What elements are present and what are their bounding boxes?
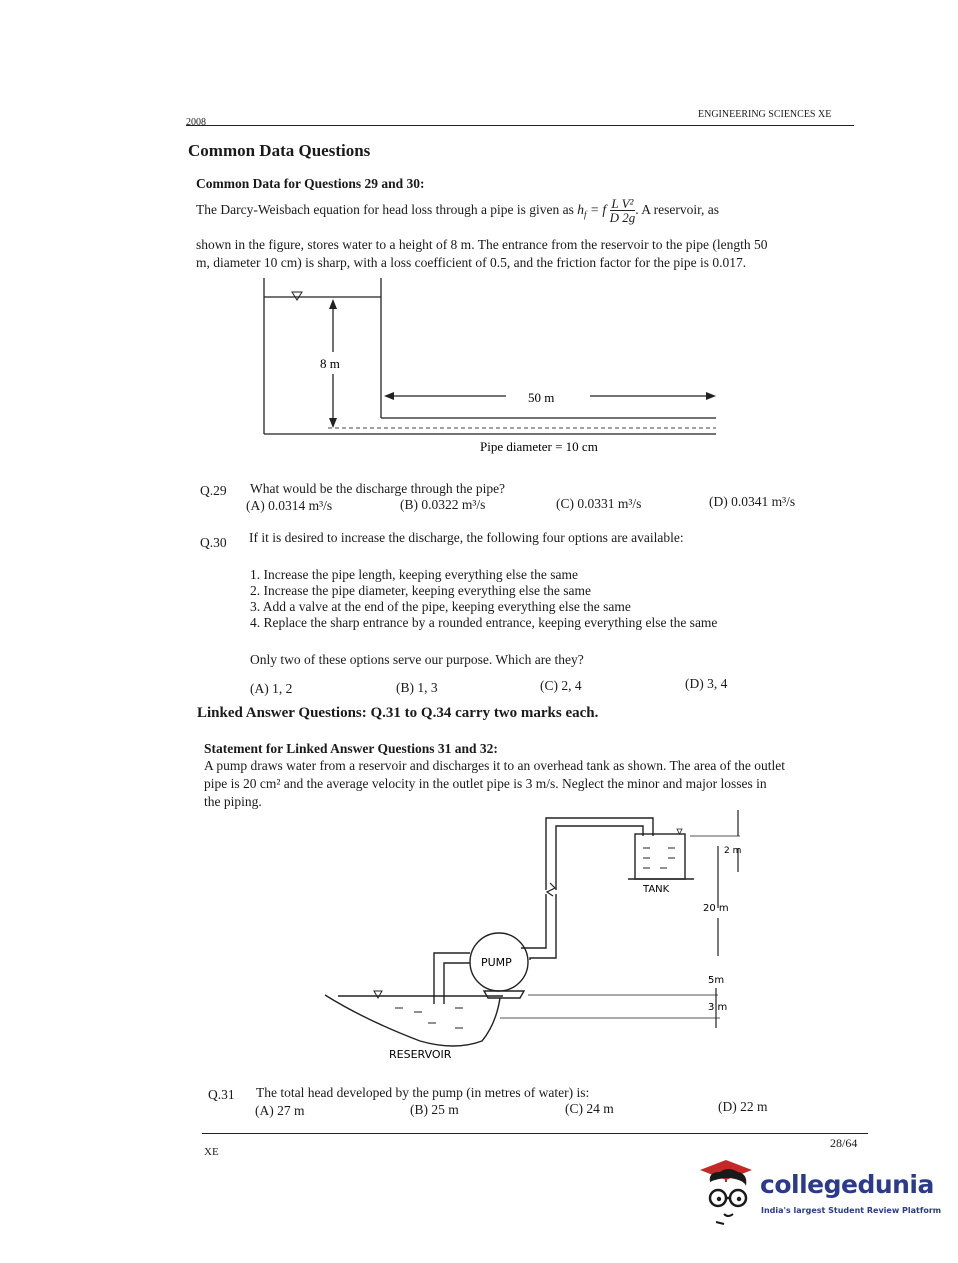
- pump-label: PUMP: [481, 956, 512, 969]
- length-arrowhead-left: [384, 392, 394, 400]
- header-rule: [186, 125, 854, 126]
- q30-item-3: 3. Add a valve at the end of the pipe, keeping everything else the same: [250, 599, 631, 614]
- collegedunia-mascot-icon: [700, 1158, 756, 1230]
- tank-water-dashes: [643, 848, 675, 868]
- intro-line-2: shown in the figure, stores water to a height of 8 m. The entrance from the reservoir to the pipe (length 50: [196, 237, 768, 252]
- eq-sub: f: [584, 209, 587, 220]
- q31-option-c[interactable]: (C) 24 m: [565, 1101, 614, 1116]
- statement-line-1: A pump draws water from a reservoir and discharges it to an overhead tank as shown. The area of the outlet: [204, 758, 785, 773]
- q29-text: What would be the discharge through the pipe?: [250, 481, 506, 496]
- q29-option-a[interactable]: (A) 0.0314 m³/s: [246, 498, 333, 513]
- q31-text: The total head developed by the pump (in metres of water) is:: [256, 1085, 590, 1100]
- q31-number: Q.31: [208, 1087, 235, 1102]
- q30-option-b[interactable]: (B) 1, 3: [396, 680, 438, 695]
- q30-number: Q.30: [200, 535, 227, 550]
- length-arrowhead-right: [706, 392, 716, 400]
- pump-base: [484, 991, 524, 998]
- reservoir-pipe-figure: [250, 270, 730, 460]
- statement-line-3: the piping.: [204, 794, 262, 809]
- section-subtitle: Common Data for Questions 29 and 30:: [196, 176, 425, 191]
- q30-prompt: Only two of these options serve our purpose. Which are they?: [250, 652, 584, 667]
- footer-code: XE: [204, 1146, 219, 1158]
- q31-option-b[interactable]: (B) 25 m: [410, 1102, 459, 1117]
- intro-text-a: The Darcy-Weisbach equation for head loss through a pipe is given as: [196, 202, 578, 217]
- q30-item-1: 1. Increase the pipe length, keeping everything else the same: [250, 567, 579, 582]
- tank-level-icon: [677, 829, 682, 834]
- header-subject: ENGINEERING SCIENCES XE: [698, 109, 832, 120]
- water-level-icon: [292, 292, 302, 300]
- dim-main-label: 20 m: [703, 903, 729, 914]
- intro-text-b: . A reservoir, as: [635, 202, 720, 217]
- logo-tagline: India's largest Student Review Platform: [761, 1206, 942, 1215]
- dim-low-label: 3 m: [708, 1002, 728, 1013]
- length-label: 50 m: [528, 390, 555, 405]
- reservoir-bank: [325, 995, 500, 1046]
- q30-item-2: 2. Increase the pipe diameter, keeping everything else the same: [250, 583, 591, 598]
- linked-section-title: Linked Answer Questions: Q.31 to Q.34 carry two marks each.: [197, 705, 599, 721]
- intro-line-3: m, diameter 10 cm) is sharp, with a loss coefficient of 0.5, and the friction factor for the pipe is 0.017.: [196, 255, 747, 270]
- q30-option-a[interactable]: (A) 1, 2: [250, 681, 293, 696]
- reservoir-label: RESERVOIR: [389, 1048, 452, 1061]
- reservoir-water-dashes: [395, 1008, 463, 1028]
- section-title: Common Data Questions: [188, 141, 371, 160]
- q30-option-d[interactable]: (D) 3, 4: [685, 676, 728, 691]
- logo-wordmark: collegedunia: [760, 1170, 934, 1199]
- reservoir-level-icon: [374, 991, 382, 998]
- q31-option-d[interactable]: (D) 22 m: [718, 1099, 768, 1114]
- q29-option-d[interactable]: (D) 0.0341 m³/s: [709, 494, 796, 509]
- q31-option-a[interactable]: (A) 27 m: [255, 1103, 305, 1118]
- footer-page: 28/64: [830, 1136, 858, 1150]
- q30-option-c[interactable]: (C) 2, 4: [540, 678, 582, 693]
- reference-lines: [500, 836, 740, 1018]
- eq-lhs: h: [577, 202, 585, 217]
- tank-body: [635, 834, 685, 879]
- statement-line-2: pipe is 20 cm² and the average velocity in the outlet pipe is 3 m/s. Neglect the minor and major losses in: [204, 776, 767, 791]
- height-arrowhead-up: [329, 299, 337, 309]
- riser-pipe: [521, 894, 556, 960]
- q29-option-b[interactable]: (B) 0.0322 m³/s: [400, 497, 486, 512]
- eq-fraction: [610, 197, 636, 224]
- q29-number: Q.29: [200, 483, 227, 498]
- eq-equals: = f: [586, 202, 610, 217]
- diameter-label: Pipe diameter = 10 cm: [480, 439, 598, 454]
- dim-mid-label: 5m: [708, 975, 725, 986]
- tank-label: TANK: [643, 884, 670, 895]
- linked-statement-title: Statement for Linked Answer Questions 31 and 32:: [204, 741, 498, 756]
- dim-top-label: 2 m: [724, 846, 742, 856]
- q30-text: If it is desired to increase the discharge, the following four options are available:: [249, 530, 684, 545]
- eq-numerator: L V²: [611, 196, 634, 212]
- footer-rule: [202, 1133, 868, 1134]
- height-label: 8 m: [320, 356, 340, 371]
- eq-denominator: D 2g: [609, 210, 636, 226]
- pipe-break-mark: [547, 883, 555, 896]
- pump-tank-figure: [310, 808, 780, 1066]
- intro-line-1: [196, 196, 719, 229]
- q29-option-c[interactable]: (C) 0.0331 m³/s: [556, 496, 642, 511]
- height-arrowhead-down: [329, 418, 337, 428]
- q30-item-4: 4. Replace the sharp entrance by a rounded entrance, keeping everything else the same: [250, 615, 718, 630]
- header-year: 2008: [186, 117, 206, 128]
